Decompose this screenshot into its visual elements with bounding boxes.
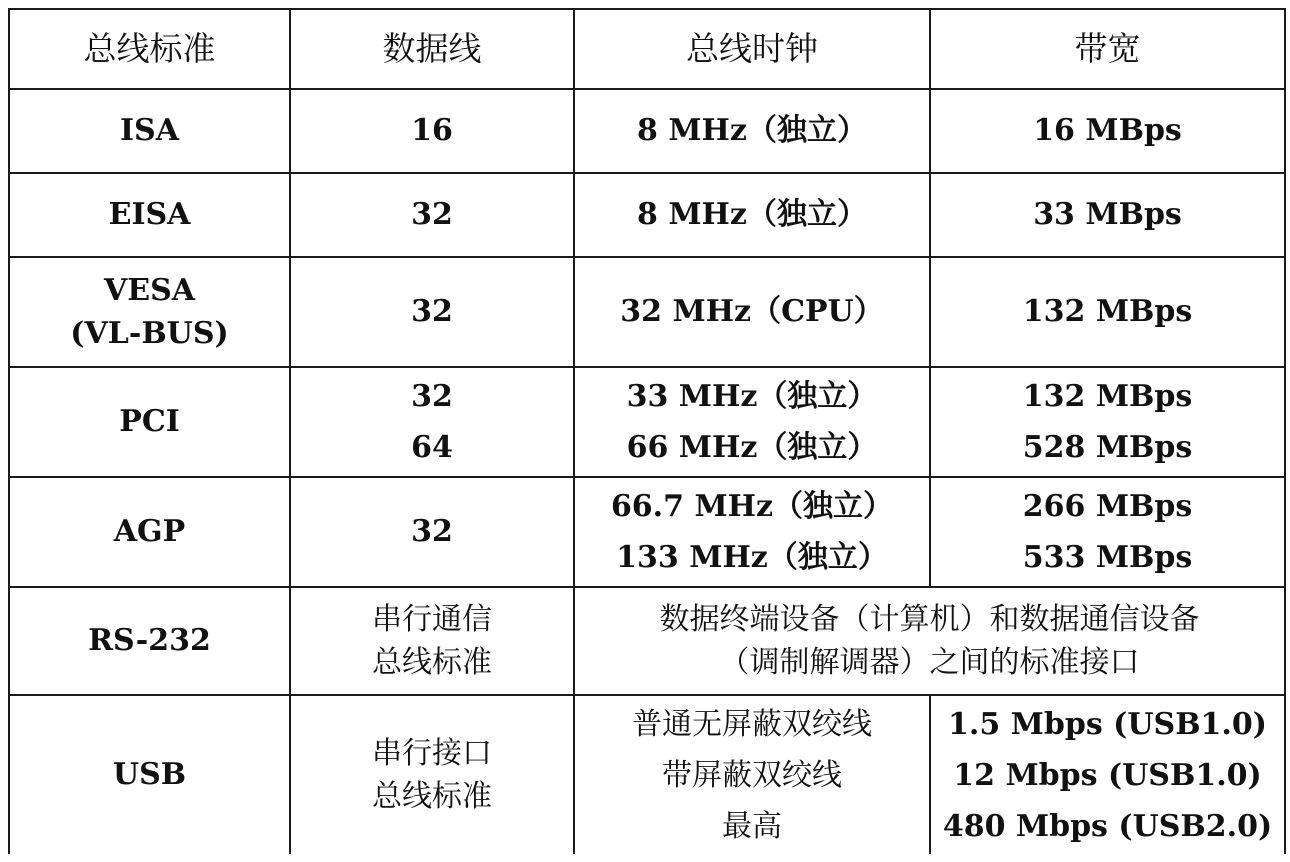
cell-bandwidth: [930, 477, 1285, 587]
header-standard: 总线标准: [9, 9, 290, 89]
table-row-vesa: [9, 257, 1285, 367]
cell-description: [574, 587, 1285, 695]
table-row-usb: [9, 695, 1285, 855]
cell-bandwidth: 132 MBps: [930, 257, 1285, 367]
bandwidth-value: 266 MBps: [1022, 489, 1193, 524]
cell-standard: [9, 257, 290, 367]
table-row-isa: [9, 89, 1285, 173]
cell-data-lines: 16: [290, 89, 574, 173]
bus-standards-table: [8, 8, 1286, 856]
cell-data-lines: 32: [290, 173, 574, 257]
data-lines-text: 总线标准: [372, 645, 492, 680]
cell-bandwidth: [930, 367, 1285, 477]
bus-clock-value: 66.7 MHz（独立）: [610, 489, 894, 524]
bandwidth-value: 533 MBps: [1022, 540, 1193, 575]
cell-standard: AGP: [9, 477, 290, 587]
cell-standard: EISA: [9, 173, 290, 257]
cell-bus-clock: 8 MHz（独立）: [574, 173, 930, 257]
table-row-rs232: [9, 587, 1285, 695]
cell-standard: RS-232: [9, 587, 290, 695]
bus-clock-value: 66 MHz（独立）: [626, 430, 878, 465]
data-lines-text: 总线标准: [372, 779, 492, 814]
cell-bus-clock: 32 MHz（CPU）: [574, 257, 930, 367]
cell-bandwidth: [930, 695, 1285, 855]
header-data-lines: 数据线: [290, 9, 574, 89]
bottom-margin: [0, 854, 1290, 862]
bandwidth-value: 132 MBps: [1022, 379, 1193, 414]
bus-clock-value: 33 MHz（独立）: [626, 379, 878, 414]
data-lines-text: 串行通信: [372, 601, 492, 637]
cell-bus-clock: 8 MHz（独立）: [574, 89, 930, 173]
table-row-agp: [9, 477, 1285, 587]
data-lines-value: 64: [411, 430, 453, 465]
bus-clock-value: 133 MHz（独立）: [616, 540, 888, 575]
data-lines-text: 串行接口: [372, 735, 492, 771]
description-line: （调制解调器）之间的标准接口: [719, 645, 1140, 680]
data-lines-value: 32: [411, 379, 453, 414]
cell-data-lines: [290, 695, 574, 855]
bandwidth-value: 1.5 Mbps (USB1.0): [948, 706, 1267, 742]
cell-standard: PCI: [9, 367, 290, 477]
table-row-pci: [9, 367, 1285, 477]
cell-data-lines: 32: [290, 477, 574, 587]
cell-bus-clock: [574, 695, 930, 855]
cell-bus-clock: [574, 477, 930, 587]
bandwidth-value: 12 Mbps (USB1.0): [953, 757, 1262, 793]
cell-standard: ISA: [9, 89, 290, 173]
cell-data-lines: [290, 587, 574, 695]
bus-clock-text: 普通无屏蔽双绞线: [632, 706, 872, 742]
bandwidth-value: 480 Mbps (USB2.0): [942, 808, 1273, 844]
header-bandwidth: 带宽: [930, 9, 1285, 89]
bus-clock-text: 带屏蔽双绞线: [662, 757, 842, 793]
bandwidth-value: 528 MBps: [1022, 430, 1193, 465]
cell-standard: USB: [9, 695, 290, 855]
bus-clock-text: 最高: [722, 808, 782, 844]
description-line: 数据终端设备（计算机）和数据通信设备: [659, 601, 1200, 637]
cell-data-lines: 32: [290, 257, 574, 367]
cell-bandwidth: 16 MBps: [930, 89, 1285, 173]
header-row: [9, 9, 1285, 89]
cell-data-lines: [290, 367, 574, 477]
header-bus-clock: 总线时钟: [574, 9, 930, 89]
cell-bus-clock: [574, 367, 930, 477]
standard-line: VESA: [103, 272, 196, 308]
cell-bandwidth: 33 MBps: [930, 173, 1285, 257]
standard-line: (VL-BUS): [70, 316, 229, 351]
table-row-eisa: [9, 173, 1285, 257]
